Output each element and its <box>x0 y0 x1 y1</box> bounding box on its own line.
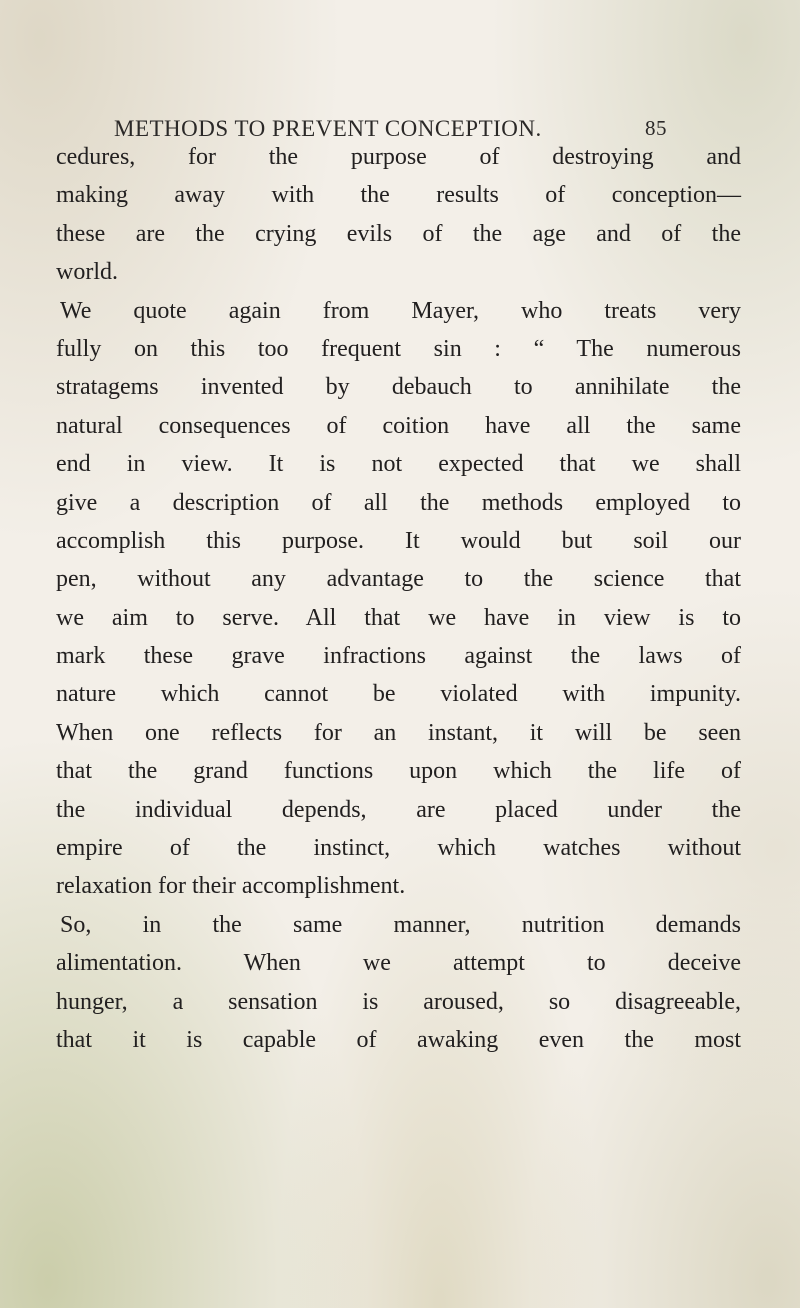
text-line: pen, without any advantage to the science that <box>56 566 741 593</box>
text-line: alimentation. When we attempt to deceive <box>56 950 741 977</box>
text-line: that the grand functions upon which the life of <box>56 758 741 785</box>
text-line: nature which cannot be violated with impunity. <box>56 681 741 708</box>
text-line: the individual depends, are placed under the <box>56 796 741 823</box>
text-line: empire of the instinct, which watches without <box>56 835 741 862</box>
text-line: So, in the same manner, nutrition demands <box>60 911 741 938</box>
text-line: end in view. It is not expected that we shall <box>56 451 741 478</box>
text-line: hunger, a sensation is aroused, so disagreeable, <box>56 988 741 1015</box>
text-line: fully on this too frequent sin : “ The numerous <box>56 335 741 362</box>
text-line: mark these grave infractions against the laws of <box>56 643 741 670</box>
text-line: We quote again from Mayer, who treats very <box>60 297 741 324</box>
text-line: natural consequences of coition have all the same <box>56 412 741 439</box>
text-line: world. <box>56 259 118 286</box>
text-line: we aim to serve. All that we have in view is to <box>56 604 741 631</box>
text-line: accomplish this purpose. It would but soil our <box>56 527 741 554</box>
text-line: When one reflects for an instant, it will be seen <box>56 719 741 746</box>
body-text <box>56 138 741 1059</box>
text-line: making away with the results of conception— <box>56 182 741 209</box>
text-line: stratagems invented by debauch to annihilate the <box>56 374 741 401</box>
page-number: 85 <box>645 116 667 140</box>
text-line: that it is capable of awaking even the most <box>56 1026 741 1053</box>
text-line: relaxation for their accomplishment. <box>56 873 406 900</box>
running-title: METHODS TO PREVENT CONCEPTION. <box>114 116 542 141</box>
text-line: give a description of all the methods employed to <box>56 489 741 516</box>
text-line: these are the crying evils of the age and of the <box>56 220 741 247</box>
text-line: cedures, for the purpose of destroying and <box>56 144 741 170</box>
